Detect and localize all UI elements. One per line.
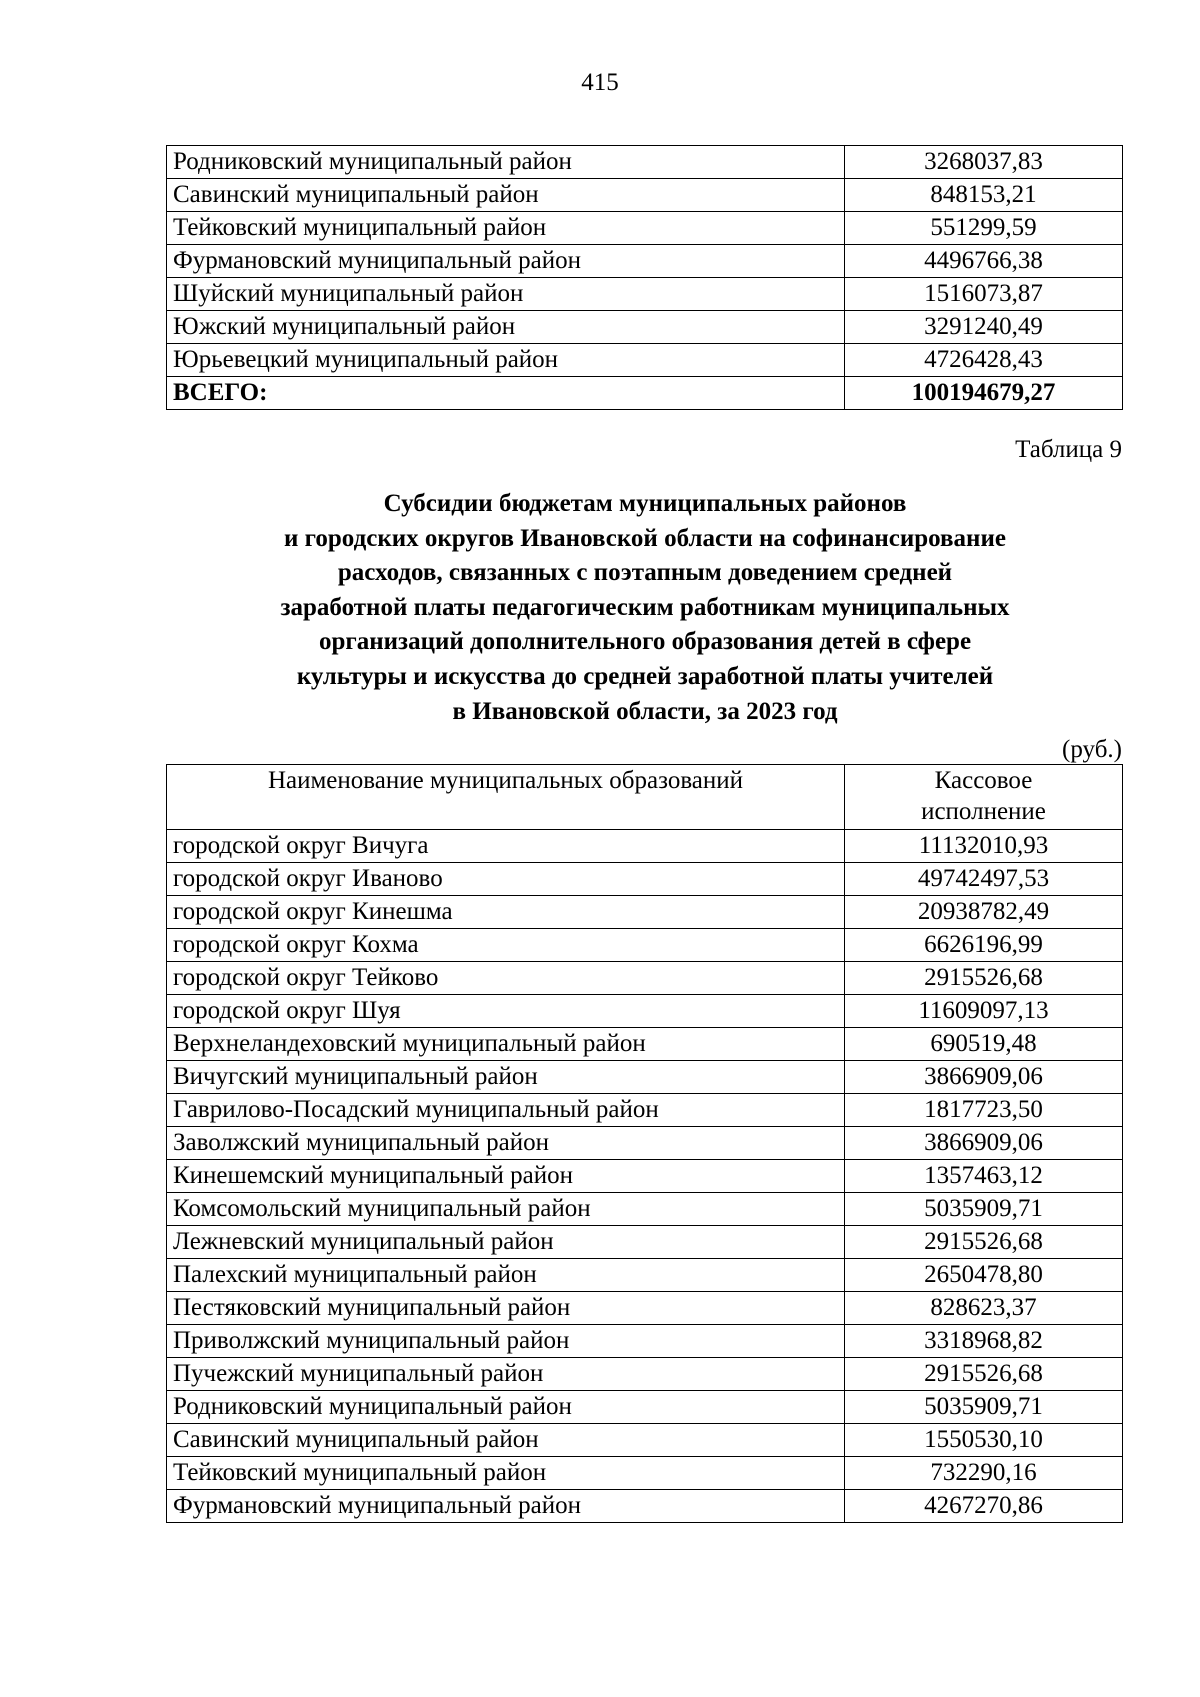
continued-table-body [167, 146, 1123, 410]
table-title-line: и городских округов Ивановской области на софинансирование [284, 524, 1006, 552]
municipality-name: городской округ Вичуга [167, 830, 845, 863]
table-row [167, 995, 1123, 1028]
municipality-name: Фурмановский муниципальный район [167, 245, 845, 278]
table-row [167, 212, 1123, 245]
municipality-name: городской округ Кохма [167, 929, 845, 962]
table-row [167, 1424, 1123, 1457]
table-row [167, 344, 1123, 377]
subsidy-table [166, 764, 1123, 1523]
table-row [167, 1358, 1123, 1391]
municipality-name: Вичугский муниципальный район [167, 1061, 845, 1094]
table-row [167, 1259, 1123, 1292]
cash-execution-value: 20938782,49 [845, 896, 1123, 929]
header-name: Наименование муниципальных образований [167, 765, 845, 830]
cash-execution-value: 2915526,68 [845, 1358, 1123, 1391]
total-row [167, 377, 1123, 410]
cash-execution-value: 3291240,49 [845, 311, 1123, 344]
municipality-name: Пестяковский муниципальный район [167, 1292, 845, 1325]
table-row [167, 830, 1123, 863]
municipality-name: Лежневский муниципальный район [167, 1226, 845, 1259]
table-row [167, 962, 1123, 995]
cash-execution-value: 732290,16 [845, 1457, 1123, 1490]
municipality-name: Тейковский муниципальный район [167, 212, 845, 245]
header-value-line: исполнение [921, 798, 1046, 825]
cash-execution-value: 3268037,83 [845, 146, 1123, 179]
cash-execution-value: 4726428,43 [845, 344, 1123, 377]
cash-execution-value: 1817723,50 [845, 1094, 1123, 1127]
municipality-name: Родниковский муниципальный район [167, 1391, 845, 1424]
table-title-line: Субсидии бюджетам муниципальных районов [383, 490, 907, 517]
cash-execution-value: 11609097,13 [845, 995, 1123, 1028]
page-number: 415 [581, 69, 619, 96]
cash-execution-value: 4496766,38 [845, 245, 1123, 278]
cash-execution-value: 1516073,87 [845, 278, 1123, 311]
cash-execution-value: 3318968,82 [845, 1325, 1123, 1358]
table-row [167, 1127, 1123, 1160]
table-title [190, 487, 1100, 729]
table-row [167, 1490, 1123, 1523]
table-row [167, 929, 1123, 962]
unit-note: (руб.) [1062, 736, 1122, 763]
cash-execution-value: 3866909,06 [845, 1127, 1123, 1160]
cash-execution-value: 551299,59 [845, 212, 1123, 245]
municipality-name: Комсомольский муниципальный район [167, 1193, 845, 1226]
cash-execution-value: 5035909,71 [845, 1193, 1123, 1226]
table-row [167, 863, 1123, 896]
table-row [167, 179, 1123, 212]
table-row [167, 1457, 1123, 1490]
municipality-name: Пучежский муниципальный район [167, 1358, 845, 1391]
cash-execution-value: 3866909,06 [845, 1061, 1123, 1094]
cash-execution-value: 4267270,86 [845, 1490, 1123, 1523]
municipality-name: городской округ Тейково [167, 962, 845, 995]
cash-execution-value: 2650478,80 [845, 1259, 1123, 1292]
cash-execution-value: 6626196,99 [845, 929, 1123, 962]
municipality-name: Савинский муниципальный район [167, 179, 845, 212]
cash-execution-value: 5035909,71 [845, 1391, 1123, 1424]
table-row [167, 1391, 1123, 1424]
table-number: Таблица 9 [1015, 436, 1122, 463]
municipality-name: городской округ Иваново [167, 863, 845, 896]
cash-execution-value: 1550530,10 [845, 1424, 1123, 1457]
municipality-name: Кинешемский муниципальный район [167, 1160, 845, 1193]
table-title-line: заработной платы педагогическим работникам муниципальных [280, 593, 1010, 621]
table-row [167, 311, 1123, 344]
table-row [167, 1325, 1123, 1358]
municipality-name: Савинский муниципальный район [167, 1424, 845, 1457]
cash-execution-value: 828623,37 [845, 1292, 1123, 1325]
table-row [167, 1226, 1123, 1259]
municipality-name: городской округ Шуя [167, 995, 845, 1028]
municipality-name: Верхнеландеховский муниципальный район [167, 1028, 845, 1061]
municipality-name: Гаврилово-Посадский муниципальный район [167, 1094, 845, 1127]
table-title-line: в Ивановской области, за 2023 год [452, 697, 838, 725]
header-value [845, 765, 1123, 830]
table-row [167, 1061, 1123, 1094]
table-row [167, 1193, 1123, 1226]
subsidy-table-body [167, 765, 1123, 1523]
cash-execution-value: 49742497,53 [845, 863, 1123, 896]
cash-execution-value: 2915526,68 [845, 962, 1123, 995]
municipality-name: Родниковский муниципальный район [167, 146, 845, 179]
municipality-name: городской округ Кинешма [167, 896, 845, 929]
table-header-row [167, 765, 1123, 830]
municipality-name: Тейковский муниципальный район [167, 1457, 845, 1490]
cash-execution-value: 690519,48 [845, 1028, 1123, 1061]
table-title-line: культуры и искусства до средней заработной платы учителей [296, 662, 994, 690]
table-row [167, 1094, 1123, 1127]
total-label: ВСЕГО: [167, 377, 845, 410]
municipality-name: Палехский муниципальный район [167, 1259, 845, 1292]
table-row [167, 1028, 1123, 1061]
table-row [167, 1160, 1123, 1193]
municipality-name: Южский муниципальный район [167, 311, 845, 344]
table-row [167, 146, 1123, 179]
municipality-name: Заволжский муниципальный район [167, 1127, 845, 1160]
table-row [167, 896, 1123, 929]
table-row [167, 245, 1123, 278]
table-title-line: организаций дополнительного образования детей в сфере [318, 628, 972, 656]
cash-execution-value: 848153,21 [845, 179, 1123, 212]
municipality-name: Приволжский муниципальный район [167, 1325, 845, 1358]
header-value-line: Кассовое [934, 767, 1033, 794]
cash-execution-value: 11132010,93 [845, 830, 1123, 863]
municipality-name: Юрьевецкий муниципальный район [167, 344, 845, 377]
table-row [167, 278, 1123, 311]
table-title-line: расходов, связанных с поэтапным доведением средней [337, 559, 953, 587]
cash-execution-value: 2915526,68 [845, 1226, 1123, 1259]
continued-table [166, 145, 1123, 410]
cash-execution-value: 1357463,12 [845, 1160, 1123, 1193]
municipality-name: Фурмановский муниципальный район [167, 1490, 845, 1523]
total-value: 100194679,27 [845, 377, 1123, 410]
municipality-name: Шуйский муниципальный район [167, 278, 845, 311]
table-row [167, 1292, 1123, 1325]
